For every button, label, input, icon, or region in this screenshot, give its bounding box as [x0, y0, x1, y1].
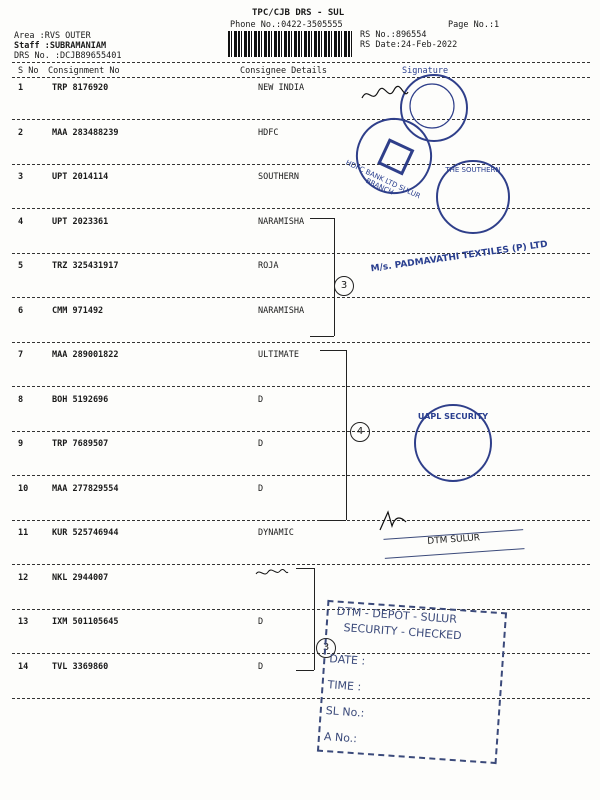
row-consignment-no: MAA 289001822: [52, 350, 119, 360]
row-consignment-no: KUR 525746944: [52, 528, 119, 538]
dtm-sulur-stamp: DTM SULUR: [383, 529, 524, 559]
row-serial: 14: [18, 661, 29, 672]
depot-stamp-sl: SL No.:: [325, 704, 365, 720]
area-label: Area :RVS OUTER: [14, 31, 91, 41]
signature-1: [360, 84, 410, 106]
staff-label: Staff :SUBRAMANIAM: [14, 41, 107, 51]
row-consignment-no: TRP 8176920: [52, 83, 109, 93]
company-stamp: M/s. PADMAVATHI TEXTILES (P) LTD: [370, 239, 549, 275]
barcode: [228, 31, 352, 57]
row-serial: 7: [18, 350, 24, 360]
bracket-tick: [320, 350, 346, 351]
col-signature: Signature: [402, 66, 449, 76]
row-consignee: D: [258, 439, 264, 449]
row-consignee: D: [258, 617, 264, 627]
row-consignment-no: CMM 971492: [52, 305, 104, 316]
row-consignment-no: MAA 283488239: [52, 127, 119, 138]
bracket-group-2: [346, 350, 347, 520]
row-serial: 10: [18, 483, 29, 494]
depot-stamp-time: TIME :: [327, 678, 362, 694]
row-serial: 1: [18, 83, 24, 93]
row-consignee: NEW INDIA: [258, 83, 305, 93]
row-consignee: SOUTHERN: [258, 172, 299, 182]
row-consignee: D: [258, 661, 264, 672]
bracket-tick: [296, 670, 314, 671]
row-divider: [12, 164, 590, 165]
phone-number: Phone No.:0422-3505555: [230, 20, 343, 30]
row-divider: [12, 609, 590, 610]
document-title: TPC/CJB DRS - SUL: [252, 8, 345, 18]
depot-stamp-line2: SECURITY - CHECKED: [343, 621, 462, 643]
row-consignment-no: TRP 7689507: [52, 439, 109, 449]
row-divider: [12, 119, 590, 120]
security-stamp-text: UAPL SECURITY: [417, 412, 489, 421]
row-consignment-no: IXM 501105645: [52, 617, 119, 627]
drs-number: DRS No. :DCJB89655401: [14, 51, 122, 61]
depot-stamp-a: A No.:: [323, 730, 358, 746]
row-consignment-no: BOH 5192696: [52, 394, 109, 405]
row-consignee: DYNAMIC: [258, 528, 294, 538]
row-divider: [12, 698, 590, 699]
row-serial: 3: [18, 172, 24, 182]
row-divider: [12, 564, 590, 565]
col-consignee: Consignee Details: [240, 66, 327, 76]
row-consignment-no: MAA 277829554: [52, 483, 119, 494]
group-count-1: 3: [334, 276, 354, 296]
bracket-tick: [310, 336, 334, 337]
row-serial: 5: [18, 261, 24, 271]
row-divider: [12, 475, 590, 476]
row-consignee: NARAMISHA: [258, 305, 305, 316]
page-number: Page No.:1: [448, 20, 500, 30]
col-consignment: Consignment No: [48, 66, 120, 76]
row-divider: [12, 520, 590, 521]
signature-3: [254, 566, 290, 580]
row-divider: [12, 297, 590, 298]
bracket-group-1: [334, 218, 335, 336]
depot-security-stamp: [317, 600, 507, 764]
bracket-tick: [296, 568, 314, 569]
row-serial: 13: [18, 617, 29, 627]
bracket-tick: [310, 218, 334, 219]
group-count-2: 4: [350, 422, 370, 442]
header-rule-top: [12, 62, 590, 63]
row-consignee: ULTIMATE: [258, 350, 299, 360]
row-consignee: D: [258, 483, 264, 494]
southern-stamp-text: THE SOUTHERN: [445, 166, 501, 174]
row-consignee: NARAMISHA: [258, 216, 305, 227]
row-consignee: HDFC: [258, 127, 279, 138]
rs-number: RS No.:896554: [360, 30, 427, 40]
row-consignee: ROJA: [258, 261, 279, 271]
header-rule-bottom: [12, 77, 590, 78]
row-serial: 11: [18, 528, 29, 538]
depot-stamp-line1: DTM - DEPOT - SULUR: [336, 604, 458, 626]
group-count-3: 3: [316, 638, 336, 658]
row-consignment-no: TVL 3369860: [52, 661, 109, 672]
row-serial: 8: [18, 394, 24, 405]
round-stamp-southern: [436, 160, 510, 234]
row-consignee: D: [258, 394, 264, 405]
depot-stamp-date: DATE :: [328, 652, 366, 668]
bracket-tick: [320, 520, 346, 521]
row-divider: [12, 431, 590, 432]
row-consignment-no: NKL 2944007: [52, 572, 109, 583]
row-serial: 2: [18, 127, 24, 138]
row-serial: 4: [18, 216, 24, 227]
row-consignment-no: UPT 2023361: [52, 216, 109, 227]
row-serial: 6: [18, 305, 24, 316]
row-divider: [12, 386, 590, 387]
row-serial: 12: [18, 572, 29, 583]
hdfc-stamp-text: HDFC BANK LTD SULUR BRANCH: [344, 158, 422, 201]
hdfc-logo-icon: [377, 138, 414, 175]
signature-2: [376, 508, 410, 534]
row-serial: 9: [18, 439, 24, 449]
rs-date: RS Date:24-Feb-2022: [360, 40, 458, 50]
bracket-group-3: [314, 568, 315, 670]
round-stamp-security: [414, 404, 492, 482]
row-consignment-no: UPT 2014114: [52, 172, 109, 182]
row-divider: [12, 342, 590, 343]
row-consignment-no: TRZ 325431917: [52, 261, 119, 271]
col-sno: S No: [18, 66, 39, 76]
